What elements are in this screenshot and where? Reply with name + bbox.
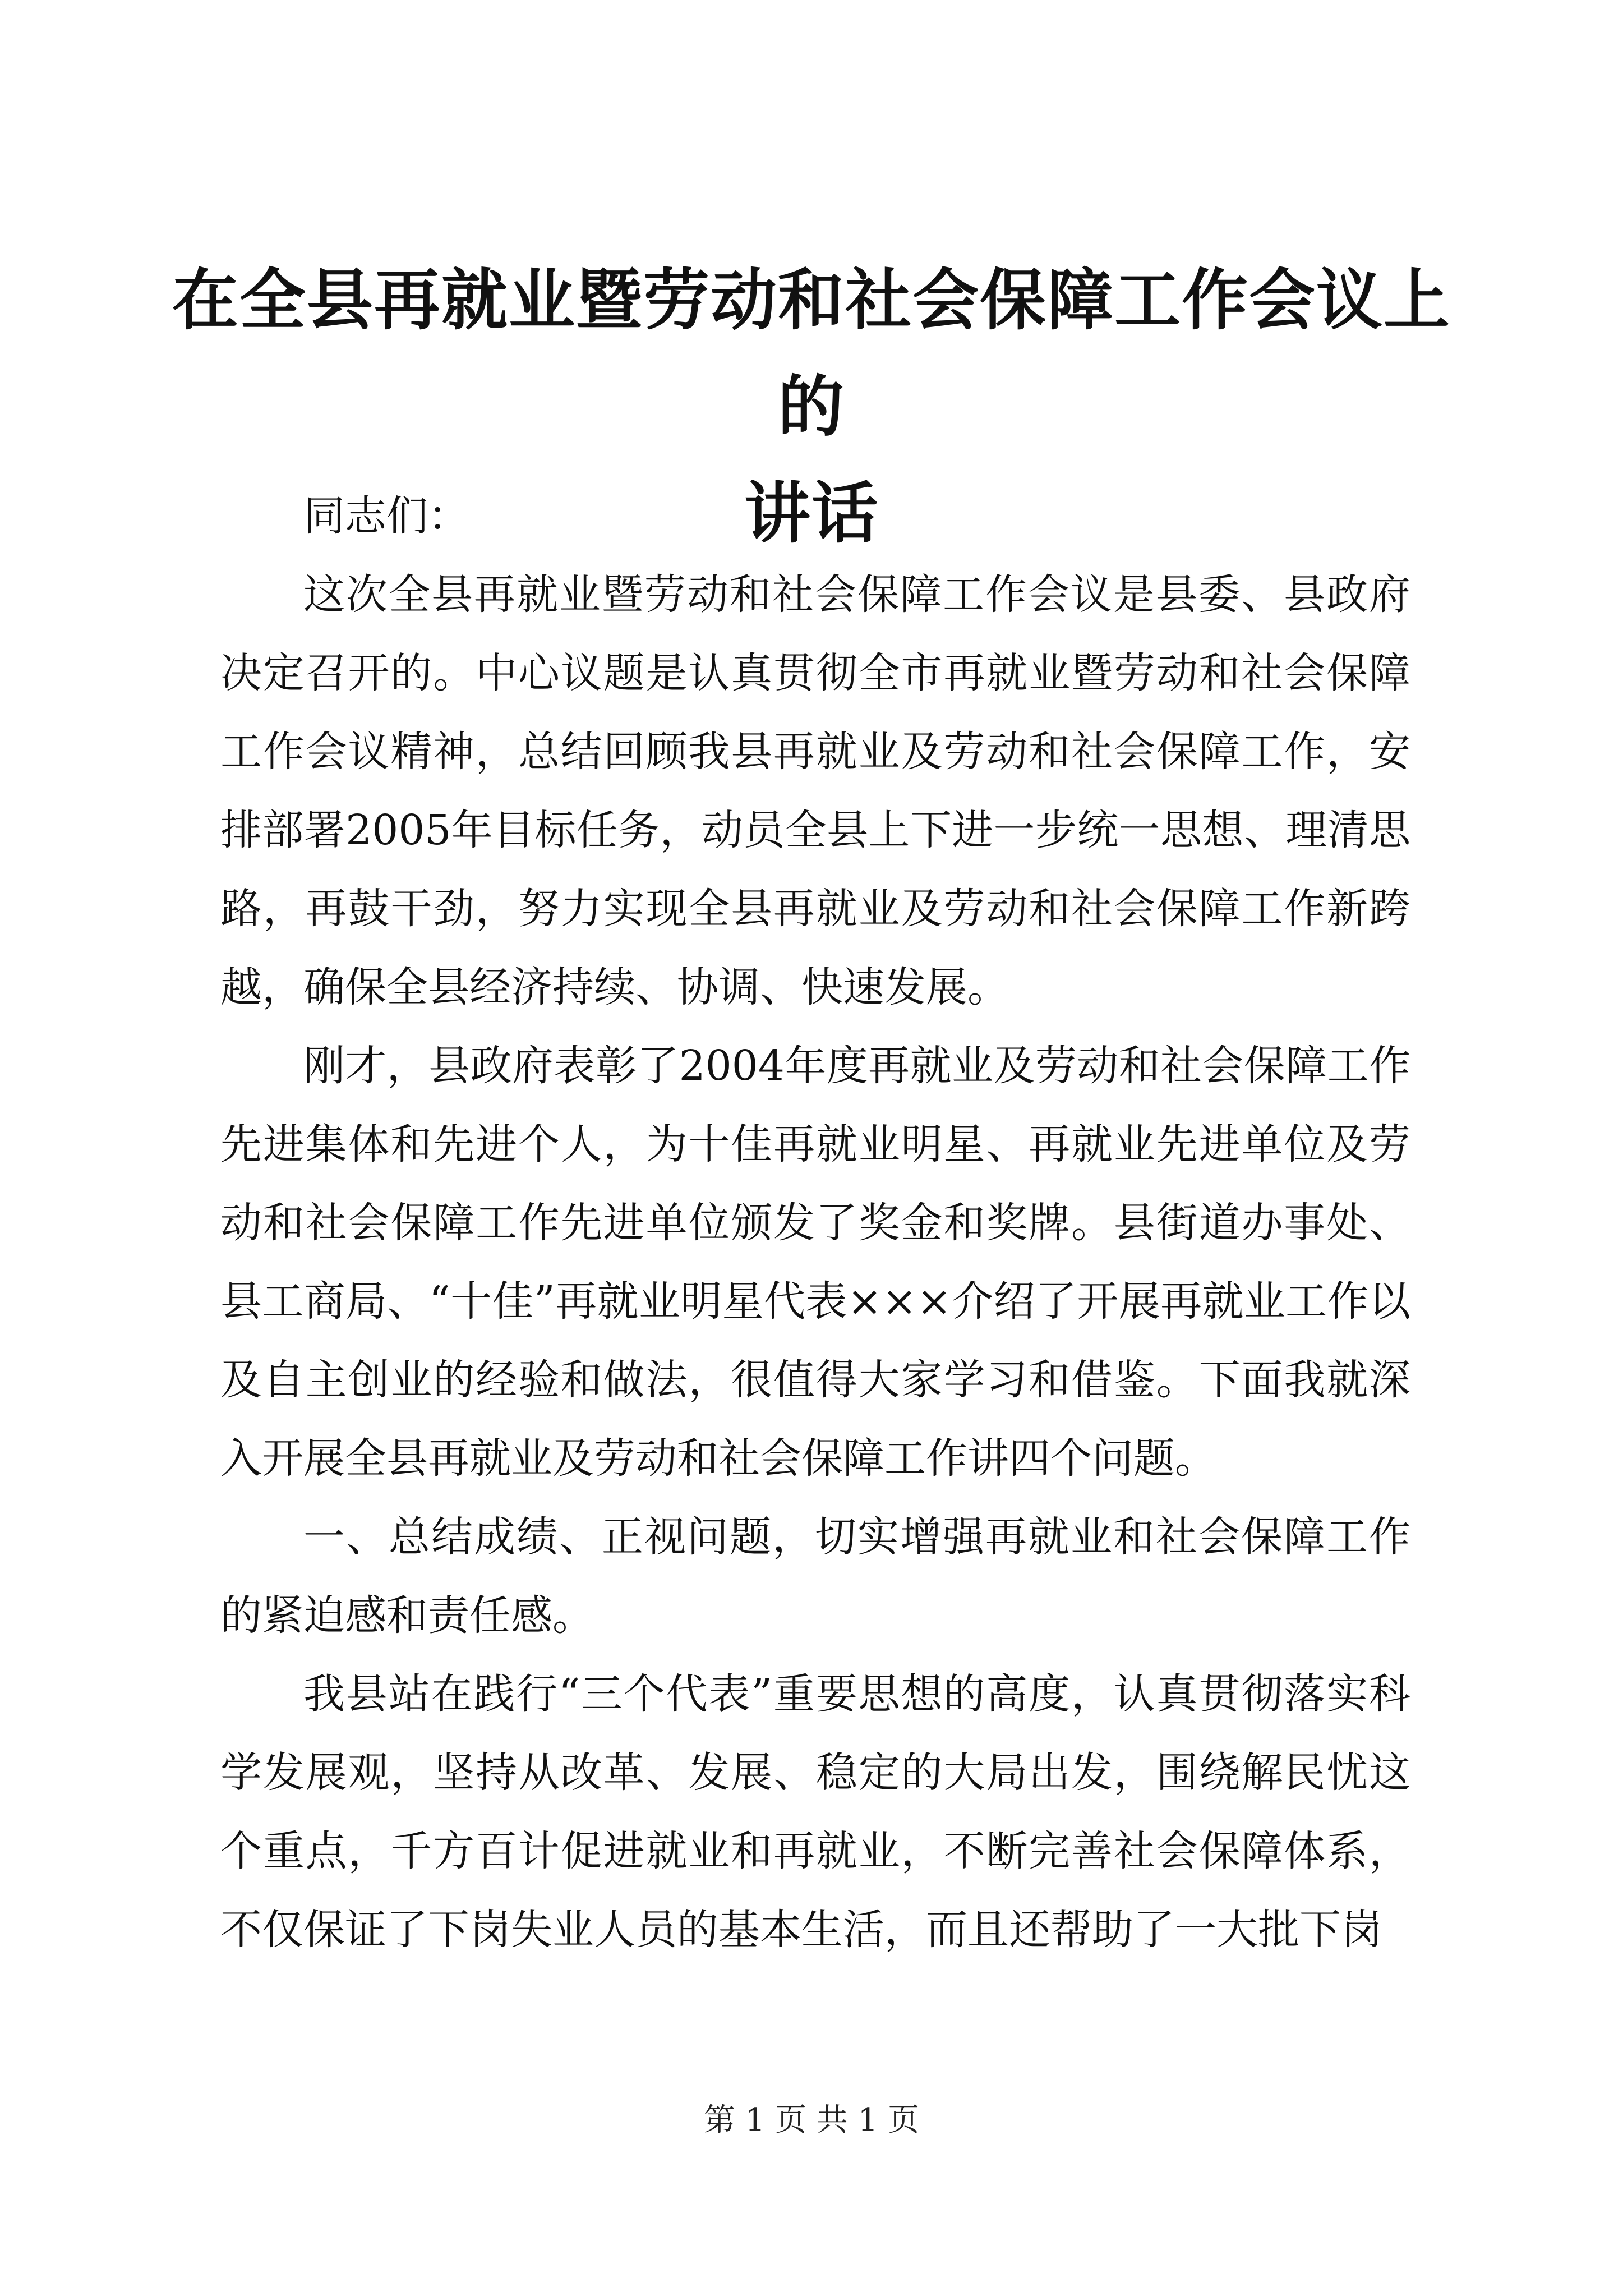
paragraph-achievements: 我县站在践行“三个代表”重要思想的高度，认真贯彻落实科学发展观，坚持从改革、发展、稳定的大局出发，围绕解民忧这个重点，千方百计促进就业和再就业，不断完善社会保障体系，不仅保证了下岗失业人员的基本生活，而且还帮助了一大批下岗	[220, 1670, 1410, 1954]
title-line-2: 讲话	[744, 474, 879, 552]
salutation: 同志们：	[303, 492, 469, 540]
paragraph-intro: 这次全县再就业暨劳动和社会保障工作会议是县委、县政府决定召开的。中心议题是认真贯彻全市再就业暨劳动和社会保障工作会议精神，总结回顾我县再就业及劳动和社会保障工作，安排部署2005年目标任务，动员全县上下进一步统一思想、理清思路，再鼓干劲，努力实现全县再就业及劳动和社会保障工作新跨越，确保全县经济持续、协调、快速发展。	[220, 570, 1410, 1011]
section-heading-1: 一、总结成绩、正视问题，切实增强再就业和社会保障工作的紧迫感和责任感。	[220, 1513, 1410, 1640]
paragraph-commendation: 刚才，县政府表彰了2004年度再就业及劳动和社会保障工作先进集体和先进个人，为十佳再就业明星、再就业先进单位及劳动和社会保障工作先进单位颁发了奖金和奖牌。县街道办事处、县工商局、“十佳”再就业明星代表×××介绍了开展再就业工作以及自主创业的经验和做法，很值得大家学习和借鉴。下面我就深入开展全县再就业及劳动和社会保障工作讲四个问题。	[220, 1042, 1410, 1483]
document-body	[220, 477, 1410, 1969]
title-line-1: 在全县再就业暨劳动和社会保障工作会议上的	[172, 261, 1451, 445]
page-footer: 第 1 页 共 1 页	[703, 2102, 920, 2138]
